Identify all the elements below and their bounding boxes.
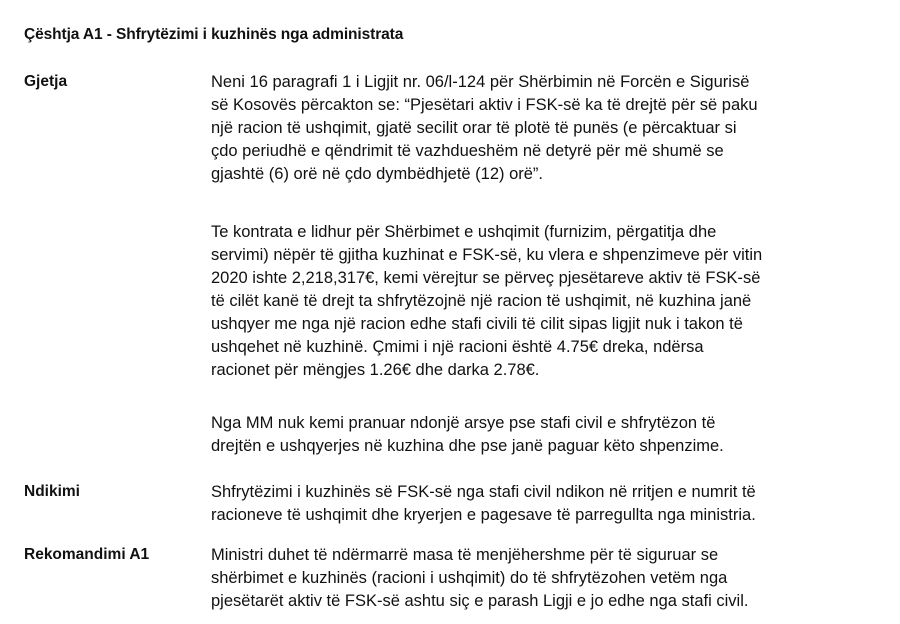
text-line: të cilët kanë të drejt ta shfrytëzojnë një racion të ushqimit, në kuzhina janë xyxy=(211,292,752,310)
text-line: ushqehet në kuzhinë. Çmimi i një racioni është 4.75€ dreka, ndërsa xyxy=(211,338,704,356)
text-line: racionet për mëngjes 1.26€ dhe darka 2.78€. xyxy=(211,361,540,379)
gjetja-paragraph-1 xyxy=(211,71,871,186)
text-line: Te kontrata e lidhur për Shërbimet e ushqimit (furnizim, përgatitja dhe xyxy=(211,223,717,241)
gjetja-paragraph-3 xyxy=(211,412,871,458)
text-line: Nga MM nuk kemi pranuar ndonjë arsye pse stafi civil e shfrytëzon të xyxy=(211,414,716,432)
text-line: Shfrytëzimi i kuzhinës së FSK-së nga stafi civil ndikon në rritjen e numrit të xyxy=(211,483,756,501)
section-label-rekomandimi: Rekomandimi A1 xyxy=(24,546,150,563)
rekomandimi-paragraph xyxy=(211,544,871,613)
text-line: pjesëtarët aktiv të FSK-së ashtu siç e parash Ligji e jo edhe nga stafi civil. xyxy=(211,592,749,610)
text-line: shërbimet e kuzhinës (racioni i ushqimit) do të shfrytëzohen vetëm nga xyxy=(211,569,728,587)
ndikimi-paragraph xyxy=(211,481,871,527)
text-line: Ministri duhet të ndërmarrë masa të menjëhershme për të siguruar se xyxy=(211,546,719,564)
gjetja-paragraph-2 xyxy=(211,221,871,382)
text-line: 2020 ishte 2,218,317€, kemi vërejtur se përveç pjesëtareve aktiv të FSK-së xyxy=(211,269,761,287)
section-label-ndikimi: Ndikimi xyxy=(24,483,80,500)
text-line: çdo periudhë e qëndrimit të vazhdueshëm në detyrë për më shumë se xyxy=(211,142,724,160)
text-line: gjashtë (6) orë në çdo dymbëdhjetë (12) orë”. xyxy=(211,165,544,183)
text-line: drejtën e ushqyerjes në kuzhina dhe pse janë paguar këto shpenzime. xyxy=(211,437,724,455)
text-line: servimi) nëpër të gjitha kuzhinat e FSK-së, ku vlera e shpenzimeve për vitin xyxy=(211,246,763,264)
text-line: një racion të ushqimit, gjatë secilit orar të plotë të punës (e përcaktuar si xyxy=(211,119,737,137)
text-line: së Kosovës përcakton se: “Pjesëtari aktiv i FSK-së ka të drejtë për së paku xyxy=(211,96,758,114)
text-line: racioneve të ushqimit dhe kryerjen e pagesave të parregullta nga ministria. xyxy=(211,506,756,524)
text-line: ushqyer me nga një racion edhe stafi civili të cilit sipas ligjit nuk i takon të xyxy=(211,315,743,333)
text-line: Neni 16 paragrafi 1 i Ligjit nr. 06/l-124 për Shërbimin në Forcën e Sigurisë xyxy=(211,73,750,91)
page-title: Çështja A1 - Shfrytëzimi i kuzhinës nga administrata xyxy=(24,26,404,43)
section-label-gjetja: Gjetja xyxy=(24,73,68,90)
